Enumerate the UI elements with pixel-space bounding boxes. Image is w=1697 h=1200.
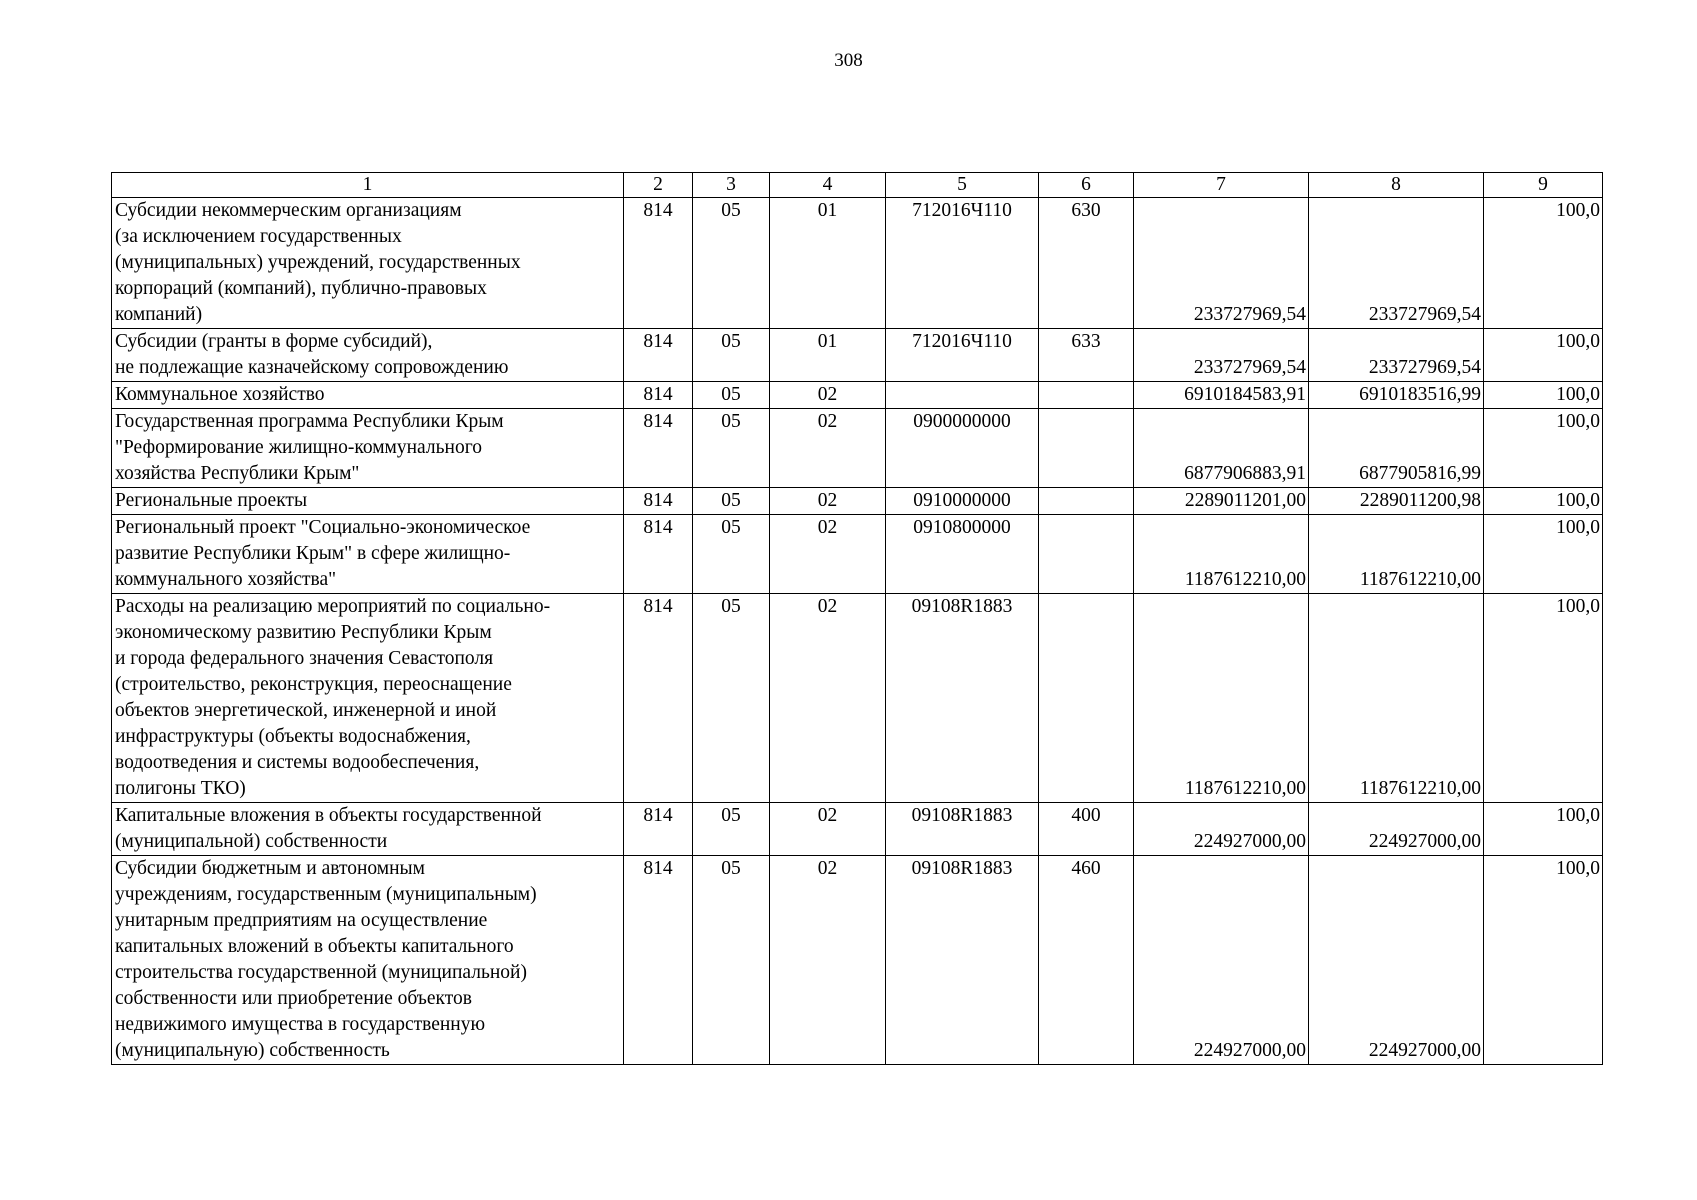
section-code: 05 <box>693 382 770 409</box>
execution-percent: 100,0 <box>1484 803 1603 856</box>
subsection-code: 01 <box>770 329 886 382</box>
expense-type-code: 460 <box>1039 856 1134 1065</box>
executed-amount: 2289011200,98 <box>1309 488 1484 515</box>
target-article-code: 09108R1883 <box>886 803 1039 856</box>
planned-amount: 1187612210,00 <box>1134 594 1309 803</box>
target-article-code: 0900000000 <box>886 409 1039 488</box>
row-name: Региональные проекты <box>112 488 624 515</box>
execution-percent: 100,0 <box>1484 488 1603 515</box>
row-name: Государственная программа Республики Крым "Реформирование жилищно-коммунального хозяйства Республики Крым" <box>112 409 624 488</box>
row-name: Региональный проект "Социально-экономическое развитие Республики Крым" в сфере жилищно- коммунального хозяйства" <box>112 515 624 594</box>
column-number: 3 <box>693 173 770 198</box>
planned-amount: 6910184583,91 <box>1134 382 1309 409</box>
table-row <box>112 856 1603 1065</box>
expense-type-code <box>1039 515 1134 594</box>
table-row <box>112 198 1603 329</box>
execution-percent: 100,0 <box>1484 409 1603 488</box>
planned-amount: 224927000,00 <box>1134 803 1309 856</box>
section-code: 05 <box>693 329 770 382</box>
subsection-code: 02 <box>770 803 886 856</box>
row-name: Капитальные вложения в объекты государственной (муниципальной) собственности <box>112 803 624 856</box>
expense-type-code: 630 <box>1039 198 1134 329</box>
table-row <box>112 382 1603 409</box>
subsection-code: 02 <box>770 594 886 803</box>
executed-amount: 1187612210,00 <box>1309 594 1484 803</box>
section-code: 05 <box>693 803 770 856</box>
execution-percent: 100,0 <box>1484 594 1603 803</box>
column-number: 9 <box>1484 173 1603 198</box>
expense-type-code <box>1039 594 1134 803</box>
target-article-code: 712016Ч110 <box>886 329 1039 382</box>
section-code: 05 <box>693 488 770 515</box>
executed-amount: 224927000,00 <box>1309 856 1484 1065</box>
admin-code: 814 <box>624 594 693 803</box>
table-row <box>112 515 1603 594</box>
execution-percent: 100,0 <box>1484 382 1603 409</box>
executed-amount: 6910183516,99 <box>1309 382 1484 409</box>
column-number: 7 <box>1134 173 1309 198</box>
table-row <box>112 409 1603 488</box>
column-number: 5 <box>886 173 1039 198</box>
section-code: 05 <box>693 594 770 803</box>
executed-amount: 233727969,54 <box>1309 329 1484 382</box>
target-article-code: 09108R1883 <box>886 856 1039 1065</box>
admin-code: 814 <box>624 803 693 856</box>
expense-type-code: 400 <box>1039 803 1134 856</box>
column-number: 4 <box>770 173 886 198</box>
admin-code: 814 <box>624 856 693 1065</box>
expense-type-code <box>1039 488 1134 515</box>
executed-amount: 233727969,54 <box>1309 198 1484 329</box>
target-article-code <box>886 382 1039 409</box>
subsection-code: 02 <box>770 409 886 488</box>
executed-amount: 1187612210,00 <box>1309 515 1484 594</box>
subsection-code: 01 <box>770 198 886 329</box>
planned-amount: 233727969,54 <box>1134 198 1309 329</box>
planned-amount: 1187612210,00 <box>1134 515 1309 594</box>
section-code: 05 <box>693 409 770 488</box>
planned-amount: 6877906883,91 <box>1134 409 1309 488</box>
column-number: 8 <box>1309 173 1484 198</box>
table-row <box>112 329 1603 382</box>
row-name: Коммунальное хозяйство <box>112 382 624 409</box>
column-number: 1 <box>112 173 624 198</box>
target-article-code: 09108R1883 <box>886 594 1039 803</box>
execution-percent: 100,0 <box>1484 515 1603 594</box>
table-row <box>112 594 1603 803</box>
admin-code: 814 <box>624 382 693 409</box>
budget-table <box>111 172 1603 1065</box>
row-name: Субсидии бюджетным и автономным учреждениям, государственным (муниципальным) унитарным предприятиям на осуществление капитальных вложений в объекты капитального строительства государственной (муниципальной) собственности или приобретение объектов недвижимого имущества в государственную (муниципальную) собственность <box>112 856 624 1065</box>
row-name: Субсидии некоммерческим организациям (за исключением государственных (муниципальных) учреждений, государственных корпораций (компаний), публично-правовых компаний) <box>112 198 624 329</box>
subsection-code: 02 <box>770 488 886 515</box>
section-code: 05 <box>693 198 770 329</box>
row-name: Расходы на реализацию мероприятий по социально- экономическому развитию Республики Крым и города федерального значения Севастополя (строительство, реконструкция, переоснащение объектов энергетической, инженерной и иной инфраструктуры (объекты водоснабжения, водоотведения и системы водообеспечения, полигоны ТКО) <box>112 594 624 803</box>
section-code: 05 <box>693 856 770 1065</box>
expense-type-code <box>1039 409 1134 488</box>
target-article-code: 712016Ч110 <box>886 198 1039 329</box>
planned-amount: 233727969,54 <box>1134 329 1309 382</box>
column-number-row <box>112 173 1603 198</box>
executed-amount: 224927000,00 <box>1309 803 1484 856</box>
execution-percent: 100,0 <box>1484 198 1603 329</box>
planned-amount: 2289011201,00 <box>1134 488 1309 515</box>
admin-code: 814 <box>624 329 693 382</box>
table-row <box>112 488 1603 515</box>
expense-type-code <box>1039 382 1134 409</box>
admin-code: 814 <box>624 409 693 488</box>
admin-code: 814 <box>624 515 693 594</box>
column-number: 2 <box>624 173 693 198</box>
subsection-code: 02 <box>770 382 886 409</box>
admin-code: 814 <box>624 488 693 515</box>
page-number: 308 <box>834 50 863 71</box>
execution-percent: 100,0 <box>1484 856 1603 1065</box>
subsection-code: 02 <box>770 515 886 594</box>
row-name: Субсидии (гранты в форме субсидий), не подлежащие казначейскому сопровождению <box>112 329 624 382</box>
column-number: 6 <box>1039 173 1134 198</box>
planned-amount: 224927000,00 <box>1134 856 1309 1065</box>
execution-percent: 100,0 <box>1484 329 1603 382</box>
expense-type-code: 633 <box>1039 329 1134 382</box>
admin-code: 814 <box>624 198 693 329</box>
target-article-code: 0910800000 <box>886 515 1039 594</box>
executed-amount: 6877905816,99 <box>1309 409 1484 488</box>
subsection-code: 02 <box>770 856 886 1065</box>
target-article-code: 0910000000 <box>886 488 1039 515</box>
section-code: 05 <box>693 515 770 594</box>
table-row <box>112 803 1603 856</box>
